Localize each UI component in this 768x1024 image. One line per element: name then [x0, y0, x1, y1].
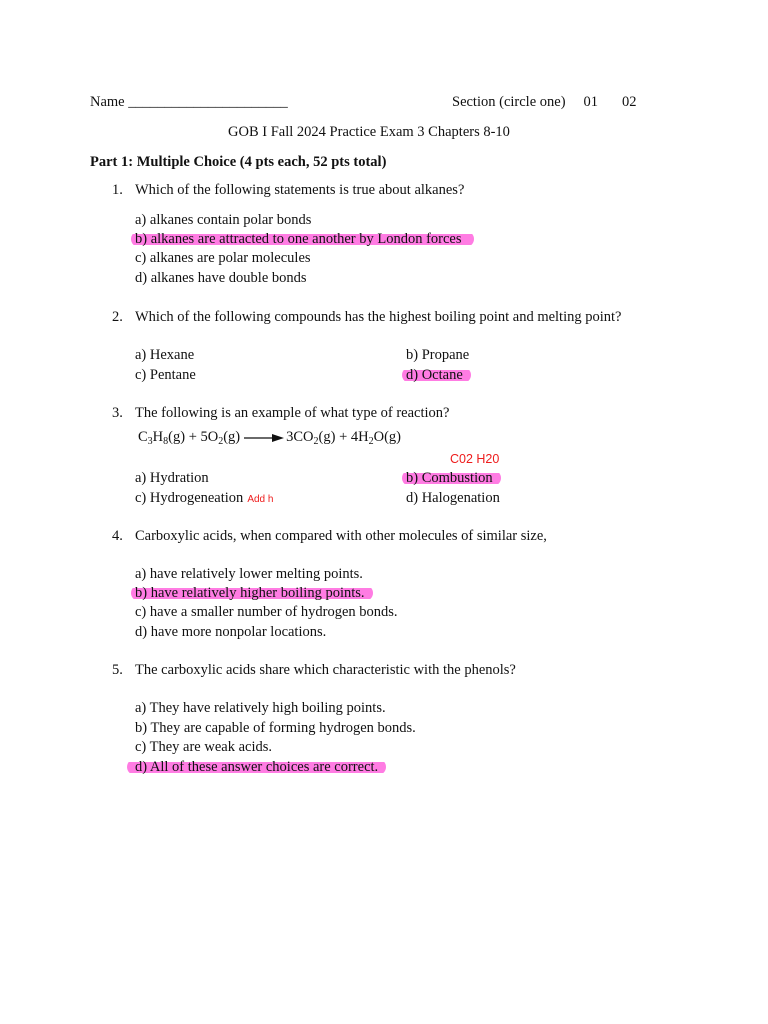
- eq-co2-sub: 2: [313, 436, 319, 447]
- eq-carbon-sub: 3: [147, 436, 153, 447]
- question-2-number: 2.: [112, 309, 123, 325]
- exam-title: GOB I Fall 2024 Practice Exam 3 Chapters 8-10: [228, 124, 510, 140]
- question-2-text: Which of the following compounds has the highest boiling point and melting point?: [135, 309, 622, 325]
- question-4-option-b: [135, 585, 373, 602]
- answer-highlight: b) alkanes are attracted to one another by London forces: [131, 231, 474, 247]
- question-5-option-b: b) They are capable of forming hydrogen bonds.: [135, 720, 416, 736]
- question-1-number: 1.: [112, 182, 123, 198]
- eq-reactant-oxygen: (g) + 5O: [168, 429, 219, 445]
- question-2-option-b: b) Propane: [406, 347, 470, 363]
- eq-reactant-state: (g): [223, 429, 241, 445]
- question-3-number: 3.: [112, 405, 123, 421]
- eq-product-co2: 3CO: [286, 429, 314, 445]
- question-4-option-a: a) have relatively lower melting points.: [135, 566, 363, 582]
- question-1-option-d: d) alkanes have double bonds: [135, 270, 307, 286]
- question-3-option-b: [406, 470, 501, 487]
- question-3-option-d: d) Halogenation: [406, 490, 500, 506]
- handwritten-note-products: C02 H20: [450, 452, 500, 466]
- question-5-number: 5.: [112, 662, 123, 678]
- question-4-option-c: c) have a smaller number of hydrogen bonds.: [135, 604, 398, 620]
- section-option-02: 02: [622, 94, 637, 110]
- question-3-option-c-text: c) Hydrogeneation: [135, 490, 244, 506]
- question-1-option-c: c) alkanes are polar molecules: [135, 250, 311, 266]
- question-3-text: The following is an example of what type of reaction?: [135, 405, 450, 421]
- section-label: Section (circle one): [452, 94, 566, 110]
- question-5-option-c: c) They are weak acids.: [135, 739, 273, 755]
- reaction-equation: [138, 429, 401, 447]
- answer-highlight: d) All of these answer choices are correct.: [127, 759, 386, 775]
- answer-highlight: b) have relatively higher boiling points.: [131, 585, 373, 601]
- name-field-label: Name ______________________: [90, 94, 288, 110]
- eq-product-water: (g) + 4H: [318, 429, 369, 445]
- answer-highlight: d) Octane: [402, 367, 471, 383]
- section-selector: [452, 94, 637, 111]
- question-4-number: 4.: [112, 528, 123, 544]
- question-5-option-a: a) They have relatively high boiling points.: [135, 700, 386, 716]
- eq-water-sub: 2: [368, 436, 374, 447]
- eq-hydrogen: H: [152, 429, 164, 445]
- question-2-option-a: a) Hexane: [135, 347, 195, 363]
- question-4-text: Carboxylic acids, when compared with other molecules of similar size,: [135, 528, 547, 544]
- answer-highlight: b) Combustion: [402, 470, 501, 486]
- question-4-option-d: d) have more nonpolar locations.: [135, 624, 327, 640]
- question-3-option-c: [135, 490, 273, 507]
- question-1-option-b: [135, 231, 474, 248]
- question-1-text: Which of the following statements is true about alkanes?: [135, 182, 465, 198]
- question-2-option-d: [406, 367, 471, 384]
- eq-hydrogen-sub: 8: [163, 436, 169, 447]
- eq-carbon: C: [138, 429, 148, 445]
- eq-oxygen-sub: 2: [218, 436, 224, 447]
- question-5-option-d: [135, 759, 386, 776]
- section-option-01: 01: [583, 94, 599, 110]
- question-1-option-a: a) alkanes contain polar bonds: [135, 212, 312, 228]
- part-title: Part 1: Multiple Choice (4 pts each, 52 pts total): [90, 154, 387, 170]
- eq-product-state: O(g): [373, 429, 401, 445]
- reaction-arrow-icon: [244, 433, 284, 443]
- handwritten-note-add-h: Add h: [247, 494, 274, 505]
- question-3-option-a: a) Hydration: [135, 470, 209, 486]
- question-5-text: The carboxylic acids share which characteristic with the phenols?: [135, 662, 516, 678]
- question-2-option-c: c) Pentane: [135, 367, 196, 383]
